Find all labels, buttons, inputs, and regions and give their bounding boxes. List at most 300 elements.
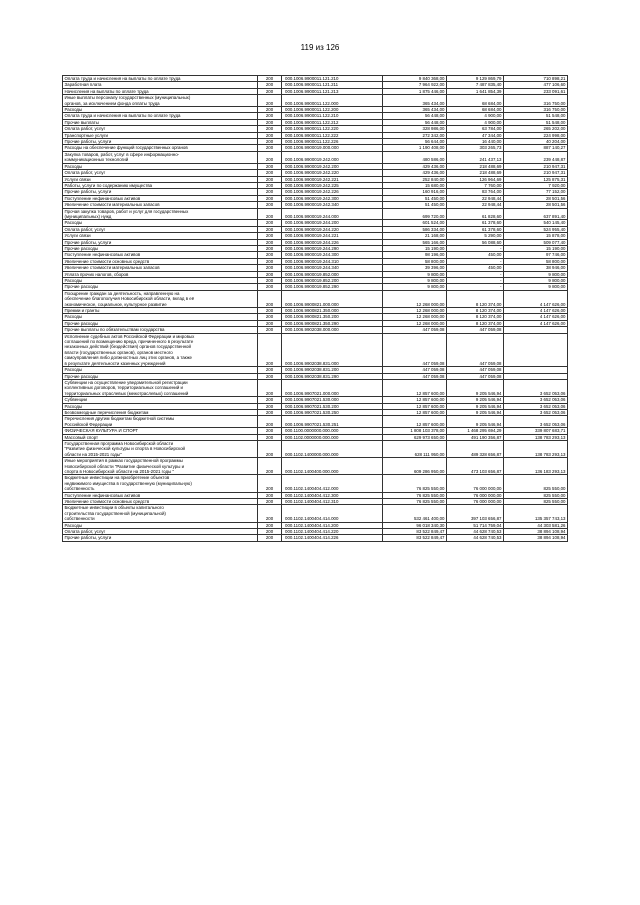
- cell-unexecuted-amount: 4 147 626,00: [504, 314, 568, 320]
- cell-line-code: 200: [258, 239, 282, 245]
- cell-unexecuted-amount: 4 147 626,00: [504, 320, 568, 326]
- cell-line-code: 200: [258, 265, 282, 271]
- cell-approved-amount: 1 808 103 378,00: [383, 428, 447, 434]
- table-row: [63, 145, 568, 151]
- cell-approved-amount: 12 857 600,00: [383, 403, 447, 409]
- cell-executed-amount: 56 088,60: [447, 239, 504, 245]
- cell-unexecuted-amount: 3 652 053,06: [504, 379, 568, 396]
- cell-approved-amount: 272 342,00: [383, 132, 447, 138]
- cell-approved-amount: 365 434,00: [383, 107, 447, 113]
- cell-executed-amount: 16 440,00: [447, 139, 504, 145]
- cell-approved-amount: 365 434,00: [383, 95, 447, 107]
- cell-approved-amount: 447 059,08: [383, 373, 447, 379]
- cell-unexecuted-amount: 9 800,00: [504, 271, 568, 277]
- cell-indicator-name: Поощрение граждан за деятельность, направленную на обеспечение благополучия Новосибирской области, вклад в её экономическое, социальное, культурное развитие: [63, 290, 258, 307]
- cell-line-code: 200: [258, 258, 282, 264]
- cell-unexecuted-amount: 316 750,00: [504, 95, 568, 107]
- table-row: [63, 113, 568, 119]
- cell-line-code: 200: [258, 119, 282, 125]
- cell-unexecuted-amount: 710 898,21: [504, 76, 568, 82]
- cell-budget-class-code: 000.1006.9900011.122.200: [282, 107, 383, 113]
- cell-budget-class-code: 000.1006.9900019.244.200: [282, 220, 383, 226]
- cell-executed-amount: 9 129 869,79: [447, 76, 504, 82]
- cell-unexecuted-amount: 7 920,00: [504, 182, 568, 188]
- cell-unexecuted-amount: 28 501,56: [504, 202, 568, 208]
- cell-executed-amount: 8 120 374,00: [447, 290, 504, 307]
- table-row: [63, 252, 568, 258]
- cell-executed-amount: 63 784,00: [447, 126, 504, 132]
- cell-indicator-name: Начисления на выплаты по оплате труда: [63, 88, 258, 94]
- cell-budget-class-code: 000.1006.9900019.242.225: [282, 182, 383, 188]
- budget-execution-table: [62, 75, 568, 542]
- table-row: [63, 492, 568, 498]
- cell-budget-class-code: 000.1006.9900019.242.221: [282, 176, 383, 182]
- cell-approved-amount: 532 461 400,00: [383, 505, 447, 522]
- table-row: [63, 535, 568, 541]
- cell-budget-class-code: 000.1006.9900821.350.000: [282, 308, 383, 314]
- cell-budget-class-code: 000.1102.1400404.414.226: [282, 535, 383, 541]
- cell-budget-class-code: 000.1006.9900011.122.226: [282, 139, 383, 145]
- cell-executed-amount: 1 641 854,39: [447, 88, 504, 94]
- cell-indicator-name: Перечисления другим бюджетам бюджетной системы Российской Федерации: [63, 416, 258, 428]
- cell-budget-class-code: 000.1006.9907021.530.250: [282, 409, 383, 415]
- cell-budget-class-code: 000.1006.9900019.852.000: [282, 271, 383, 277]
- page-number: 119 из 126: [300, 43, 340, 52]
- cell-line-code: 200: [258, 284, 282, 290]
- cell-unexecuted-amount: 3 652 053,06: [504, 416, 568, 428]
- cell-approved-amount: 56 644,00: [383, 139, 447, 145]
- cell-indicator-name: Бюджетные инвестиции на приобретение объектов недвижимого имущества в государственную (муниципальную) собственность: [63, 475, 258, 492]
- cell-indicator-name: Оплата работ, услуг: [63, 170, 258, 176]
- cell-approved-amount: 15 680,00: [383, 182, 447, 188]
- cell-indicator-name: Услуги связи: [63, 233, 258, 239]
- cell-budget-class-code: 000.1102.1400000.000.000: [282, 440, 383, 457]
- cell-line-code: 200: [258, 428, 282, 434]
- cell-budget-class-code: 000.1006.9902038.831.000: [282, 333, 383, 366]
- cell-unexecuted-amount: 51 548,00: [504, 119, 568, 125]
- cell-budget-class-code: 000.1006.9907021.530.000: [282, 397, 383, 403]
- cell-line-code: 200: [258, 367, 282, 373]
- cell-budget-class-code: 000.1100.0000000.000.000: [282, 428, 383, 434]
- cell-executed-amount: 76 000 000,00: [447, 475, 504, 492]
- cell-approved-amount: 565 166,00: [383, 239, 447, 245]
- cell-line-code: 200: [258, 529, 282, 535]
- cell-budget-class-code: 000.1006.9900011.121.211: [282, 82, 383, 88]
- cell-budget-class-code: 000.1102.1400404.414.000: [282, 505, 383, 522]
- cell-line-code: 200: [258, 492, 282, 498]
- cell-executed-amount: 241 437,13: [447, 151, 504, 163]
- cell-budget-class-code: 000.1006.9902038.831.290: [282, 373, 383, 379]
- cell-indicator-name: Прочие работы, услуги: [63, 239, 258, 245]
- table-row: [63, 208, 568, 220]
- cell-line-code: 200: [258, 475, 282, 492]
- cell-unexecuted-amount: 239 448,87: [504, 151, 568, 163]
- cell-budget-class-code: 000.1102.1400404.414.200: [282, 522, 383, 528]
- cell-approved-amount: 12 268 000,00: [383, 290, 447, 307]
- cell-budget-class-code: 000.1006.9900019.852.290: [282, 284, 383, 290]
- table-body: [63, 76, 568, 542]
- cell-line-code: 200: [258, 76, 282, 82]
- cell-indicator-name: Оплата труда и начисления на выплаты по оплате труда: [63, 76, 258, 82]
- cell-approved-amount: 58 800,00: [383, 258, 447, 264]
- cell-executed-amount: 9 205 546,94: [447, 397, 504, 403]
- cell-approved-amount: 9 800,00: [383, 284, 447, 290]
- cell-indicator-name: Прочие выплаты по обязательствам государства: [63, 327, 258, 333]
- cell-unexecuted-amount: 316 750,00: [504, 107, 568, 113]
- cell-indicator-name: Работы, услуги по содержанию имущества: [63, 182, 258, 188]
- cell-indicator-name: Заработная плата: [63, 82, 258, 88]
- cell-budget-class-code: 000.1006.9900019.242.200: [282, 163, 383, 169]
- cell-executed-amount: 22 948,44: [447, 195, 504, 201]
- cell-approved-amount: 9 800,00: [383, 278, 447, 284]
- cell-indicator-name: Расходы: [63, 107, 258, 113]
- cell-line-code: 200: [258, 416, 282, 428]
- cell-budget-class-code: 000.1006.9900019.244.220: [282, 226, 383, 232]
- cell-indicator-name: Иные мероприятия в рамках государственной программы Новосибирской области "Развитие физической культуры и спорта в Новосибирской области на 2015-2021 годы ": [63, 458, 258, 475]
- cell-indicator-name: Поступление нефинансовых активов: [63, 195, 258, 201]
- cell-unexecuted-amount: 125 875,31: [504, 176, 568, 182]
- cell-executed-amount: -: [447, 278, 504, 284]
- cell-line-code: 200: [258, 151, 282, 163]
- cell-unexecuted-amount: 540 145,40: [504, 220, 568, 226]
- cell-indicator-name: Оплата работ, услуг: [63, 226, 258, 232]
- cell-budget-class-code: 000.1006.9900821.000.000: [282, 290, 383, 307]
- cell-approved-amount: 9 840 368,00: [383, 76, 447, 82]
- cell-budget-class-code: 000.1006.9900019.242.340: [282, 202, 383, 208]
- cell-unexecuted-amount: 3 652 053,06: [504, 397, 568, 403]
- cell-indicator-name: Прочая закупка товаров, работ и услуг для государственных (муниципальных) нужд: [63, 208, 258, 220]
- cell-budget-class-code: 000.1006.9900019.244.226: [282, 239, 383, 245]
- cell-budget-class-code: 000.1006.9900019.242.220: [282, 170, 383, 176]
- table-row: [63, 416, 568, 428]
- cell-executed-amount: 7 760,00: [447, 182, 504, 188]
- table-row: [63, 409, 568, 415]
- cell-line-code: 200: [258, 233, 282, 239]
- cell-approved-amount: 447 059,08: [383, 333, 447, 366]
- cell-approved-amount: 56 448,00: [383, 113, 447, 119]
- cell-executed-amount: 450,00: [447, 252, 504, 258]
- cell-executed-amount: 61 378,60: [447, 226, 504, 232]
- cell-line-code: 200: [258, 290, 282, 307]
- cell-unexecuted-amount: 138 783 293,13: [504, 440, 568, 457]
- cell-indicator-name: Государственная программа Новосибирской области "Развитие физической культуры и спорта в Новосибирской области на 2015-2021 годы": [63, 440, 258, 457]
- cell-approved-amount: 15 190,00: [383, 245, 447, 251]
- cell-executed-amount: 489 328 656,87: [447, 440, 504, 457]
- cell-indicator-name: Премии и гранты: [63, 308, 258, 314]
- cell-line-code: 200: [258, 189, 282, 195]
- cell-unexecuted-amount: 637 891,40: [504, 208, 568, 220]
- cell-executed-amount: 76 000 000,00: [447, 492, 504, 498]
- table-row: [63, 290, 568, 307]
- cell-unexecuted-amount: 9 800,00: [504, 278, 568, 284]
- cell-indicator-name: Прочие работы, услуги: [63, 535, 258, 541]
- cell-line-code: 200: [258, 314, 282, 320]
- cell-indicator-name: Транспортные услуги: [63, 132, 258, 138]
- cell-budget-class-code: 000.1006.9900019.244.300: [282, 252, 383, 258]
- cell-executed-amount: 473 103 656,87: [447, 458, 504, 475]
- cell-executed-amount: 61 828,60: [447, 208, 504, 220]
- cell-unexecuted-amount: 138 783 293,13: [504, 434, 568, 440]
- cell-line-code: 200: [258, 113, 282, 119]
- cell-approved-amount: 12 268 000,00: [383, 314, 447, 320]
- cell-unexecuted-amount: 38 894 108,94: [504, 529, 568, 535]
- cell-indicator-name: Расходы: [63, 220, 258, 226]
- cell-unexecuted-amount: 135 357 743,13: [504, 505, 568, 522]
- cell-budget-class-code: 000.1006.9900821.350.200: [282, 314, 383, 320]
- cell-line-code: 200: [258, 252, 282, 258]
- cell-approved-amount: 628 111 950,00: [383, 440, 447, 457]
- cell-indicator-name: Расходы: [63, 367, 258, 373]
- cell-indicator-name: Прочие расходы: [63, 320, 258, 326]
- cell-executed-amount: 397 103 656,87: [447, 505, 504, 522]
- cell-line-code: 200: [258, 434, 282, 440]
- cell-unexecuted-amount: 38 946,00: [504, 265, 568, 271]
- cell-executed-amount: 22 948,44: [447, 202, 504, 208]
- cell-indicator-name: Расходы: [63, 163, 258, 169]
- cell-executed-amount: 218 488,69: [447, 170, 504, 176]
- cell-executed-amount: 8 120 374,00: [447, 314, 504, 320]
- cell-unexecuted-amount: 477 106,60: [504, 82, 568, 88]
- cell-indicator-name: Услуги связи: [63, 176, 258, 182]
- cell-unexecuted-amount: 825 550,00: [504, 475, 568, 492]
- cell-budget-class-code: 000.1102.0000000.000.000: [282, 434, 383, 440]
- table-row: [63, 265, 568, 271]
- cell-executed-amount: 68 684,00: [447, 95, 504, 107]
- cell-indicator-name: Прочие расходы: [63, 245, 258, 251]
- cell-executed-amount: 47 344,00: [447, 132, 504, 138]
- cell-unexecuted-amount: 509 077,40: [504, 239, 568, 245]
- table-row: [63, 475, 568, 492]
- cell-line-code: 200: [258, 397, 282, 403]
- cell-executed-amount: 8 120 374,00: [447, 320, 504, 326]
- cell-approved-amount: 83 522 849,47: [383, 529, 447, 535]
- cell-executed-amount: 491 190 356,87: [447, 434, 504, 440]
- cell-budget-class-code: 000.1006.9900011.121.213: [282, 88, 383, 94]
- cell-line-code: 200: [258, 403, 282, 409]
- table-row: [63, 379, 568, 396]
- cell-executed-amount: 9 205 546,94: [447, 403, 504, 409]
- cell-unexecuted-amount: 825 550,00: [504, 499, 568, 505]
- cell-budget-class-code: 000.1006.9900011.122.220: [282, 126, 383, 132]
- cell-approved-amount: 51 450,00: [383, 202, 447, 208]
- cell-line-code: 200: [258, 226, 282, 232]
- table-row: [63, 499, 568, 505]
- cell-indicator-name: Поступление нефинансовых активов: [63, 252, 258, 258]
- cell-budget-class-code: 000.1006.9900011.122.212: [282, 119, 383, 125]
- cell-indicator-name: ФИЗИЧЕСКАЯ КУЛЬТУРА И СПОРТ: [63, 428, 258, 434]
- cell-unexecuted-amount: 40 204,00: [504, 139, 568, 145]
- cell-executed-amount: 51 714 759,04: [447, 522, 504, 528]
- table-row: [63, 151, 568, 163]
- cell-line-code: 200: [258, 440, 282, 457]
- cell-approved-amount: 447 059,08: [383, 367, 447, 373]
- cell-approved-amount: 429 436,00: [383, 170, 447, 176]
- cell-approved-amount: 252 840,00: [383, 176, 447, 182]
- cell-unexecuted-amount: 15 878,00: [504, 233, 568, 239]
- table-row: [63, 182, 568, 188]
- cell-budget-class-code: 000.1006.9900011.122.000: [282, 95, 383, 107]
- table-row: [63, 195, 568, 201]
- cell-indicator-name: Прочие расходы: [63, 373, 258, 379]
- cell-approved-amount: 328 986,00: [383, 126, 447, 132]
- cell-line-code: 200: [258, 82, 282, 88]
- cell-approved-amount: 699 720,00: [383, 208, 447, 220]
- cell-budget-class-code: 000.1006.9902038.000.000: [282, 327, 383, 333]
- cell-approved-amount: 7 964 922,00: [383, 82, 447, 88]
- cell-budget-class-code: 000.1006.9900019.000.000: [282, 145, 383, 151]
- cell-approved-amount: 76 825 550,00: [383, 499, 447, 505]
- cell-line-code: 200: [258, 458, 282, 475]
- cell-indicator-name: Расходы на обеспечение функций государственных органов: [63, 145, 258, 151]
- cell-indicator-name: Закупка товаров, работ, услуг в сфере информационно- коммуникационных технологий: [63, 151, 258, 163]
- cell-approved-amount: 83 522 849,47: [383, 535, 447, 541]
- table-row: [63, 505, 568, 522]
- cell-line-code: 200: [258, 176, 282, 182]
- cell-unexecuted-amount: 51 548,00: [504, 113, 568, 119]
- cell-line-code: 200: [258, 327, 282, 333]
- cell-line-code: 200: [258, 170, 282, 176]
- cell-budget-class-code: 000.1102.1400404.412.310: [282, 499, 383, 505]
- cell-indicator-name: Бюджетные инвестиции в объекты капитального строительства государственной (муниципальной) собственности: [63, 505, 258, 522]
- cell-indicator-name: Оплата работ, услуг: [63, 126, 258, 132]
- cell-budget-class-code: 000.1102.1400400.000.000: [282, 458, 383, 475]
- cell-executed-amount: 4 900,00: [447, 113, 504, 119]
- cell-indicator-name: Оплата работ, услуг: [63, 529, 258, 535]
- cell-unexecuted-amount: 3 652 053,06: [504, 409, 568, 415]
- cell-executed-amount: 5 290,00: [447, 233, 504, 239]
- cell-budget-class-code: 000.1006.9900019.242.000: [282, 151, 383, 163]
- cell-line-code: 200: [258, 522, 282, 528]
- cell-executed-amount: 44 628 740,53: [447, 535, 504, 541]
- cell-executed-amount: 447 059,08: [447, 333, 504, 366]
- cell-approved-amount: 12 268 000,00: [383, 320, 447, 326]
- cell-approved-amount: 609 286 950,00: [383, 458, 447, 475]
- cell-unexecuted-amount: [504, 333, 568, 366]
- cell-line-code: 200: [258, 88, 282, 94]
- table-row: [63, 95, 568, 107]
- cell-line-code: 200: [258, 132, 282, 138]
- cell-unexecuted-amount: 44 303 581,26: [504, 522, 568, 528]
- cell-indicator-name: Расходы: [63, 522, 258, 528]
- cell-executed-amount: 450,00: [447, 265, 504, 271]
- cell-approved-amount: 51 450,00: [383, 195, 447, 201]
- cell-executed-amount: 61 378,60: [447, 220, 504, 226]
- table-row: [63, 88, 568, 94]
- cell-indicator-name: Исполнение судебных актов Российской Федерации и мировых соглашений по возмещению вреда, причиненного в результате незаконных действий (бездействия) органов государственной власти (государственных органов), органов местного самоуправления либо должностных лиц этих органов, а также в результате деятельности казенных учреждений: [63, 333, 258, 366]
- cell-approved-amount: 12 857 600,00: [383, 379, 447, 396]
- cell-line-code: 200: [258, 182, 282, 188]
- cell-approved-amount: 1 190 408,00: [383, 145, 447, 151]
- cell-line-code: 200: [258, 373, 282, 379]
- cell-executed-amount: 126 964,69: [447, 176, 504, 182]
- cell-budget-class-code: 000.1006.9900019.244.000: [282, 208, 383, 220]
- table-row: [63, 458, 568, 475]
- cell-executed-amount: 8 120 374,00: [447, 308, 504, 314]
- cell-indicator-name: Прочие выплаты: [63, 119, 258, 125]
- cell-executed-amount: 44 628 740,53: [447, 529, 504, 535]
- table-row: [63, 76, 568, 82]
- cell-executed-amount: 447 059,08: [447, 327, 504, 333]
- cell-line-code: 200: [258, 278, 282, 284]
- cell-unexecuted-amount: 38 894 108,94: [504, 535, 568, 541]
- cell-budget-class-code: 000.1006.9900019.244.310: [282, 258, 383, 264]
- cell-approved-amount: 9 800,00: [383, 271, 447, 277]
- cell-line-code: 200: [258, 107, 282, 113]
- cell-indicator-name: Субвенции на осуществление уведомительной регистрации коллективных договоров, территориальных соглашений и территориальных отраслевых (межотраслевых) соглашений: [63, 379, 258, 396]
- cell-indicator-name: Массовый спорт: [63, 434, 258, 440]
- cell-unexecuted-amount: 58 800,00: [504, 258, 568, 264]
- cell-executed-amount: 7 487 835,40: [447, 82, 504, 88]
- cell-executed-amount: -: [447, 245, 504, 251]
- cell-indicator-name: Увеличение стоимости материальных запасов: [63, 265, 258, 271]
- cell-unexecuted-amount: 28 501,56: [504, 195, 568, 201]
- cell-indicator-name: Уплата прочих налогов, сборов: [63, 271, 258, 277]
- cell-approved-amount: 12 268 000,00: [383, 308, 447, 314]
- cell-executed-amount: 218 488,69: [447, 163, 504, 169]
- cell-approved-amount: 56 448,00: [383, 119, 447, 125]
- cell-approved-amount: 12 857 600,00: [383, 416, 447, 428]
- cell-executed-amount: -: [447, 258, 504, 264]
- cell-approved-amount: 586 334,00: [383, 226, 447, 232]
- cell-unexecuted-amount: 4 147 626,00: [504, 290, 568, 307]
- cell-line-code: 200: [258, 202, 282, 208]
- cell-indicator-name: Прочие работы, услуги: [63, 189, 258, 195]
- cell-budget-class-code: 000.1006.9907021.000.000: [282, 379, 383, 396]
- cell-executed-amount: 447 059,08: [447, 373, 504, 379]
- cell-unexecuted-amount: 210 947,31: [504, 170, 568, 176]
- cell-indicator-name: Расходы: [63, 278, 258, 284]
- cell-indicator-name: Прочие работы, услуги: [63, 139, 258, 145]
- cell-budget-class-code: 000.1006.9900011.121.210: [282, 76, 383, 82]
- cell-indicator-name: Увеличение стоимости основных средств: [63, 499, 258, 505]
- cell-executed-amount: 303 265,73: [447, 145, 504, 151]
- table-row: [63, 440, 568, 457]
- cell-approved-amount: 12 857 600,00: [383, 409, 447, 415]
- cell-approved-amount: 629 973 650,00: [383, 434, 447, 440]
- cell-unexecuted-amount: 825 550,00: [504, 492, 568, 498]
- cell-line-code: 200: [258, 271, 282, 277]
- cell-line-code: 200: [258, 139, 282, 145]
- cell-budget-class-code: 000.1006.9900011.122.210: [282, 113, 383, 119]
- cell-line-code: 200: [258, 163, 282, 169]
- cell-line-code: 200: [258, 333, 282, 366]
- cell-unexecuted-amount: 3 652 053,06: [504, 403, 568, 409]
- cell-unexecuted-amount: 136 183 293,13: [504, 458, 568, 475]
- cell-budget-class-code: 000.1006.9900019.242.300: [282, 195, 383, 201]
- cell-unexecuted-amount: 9 800,00: [504, 284, 568, 290]
- cell-line-code: 200: [258, 95, 282, 107]
- cell-indicator-name: Прочие расходы: [63, 284, 258, 290]
- cell-budget-class-code: 000.1006.9900019.244.340: [282, 265, 383, 271]
- cell-approved-amount: 76 825 550,00: [383, 492, 447, 498]
- cell-approved-amount: 429 436,00: [383, 163, 447, 169]
- cell-line-code: 200: [258, 499, 282, 505]
- cell-indicator-name: Поступление нефинансовых активов: [63, 492, 258, 498]
- cell-approved-amount: 601 524,00: [383, 220, 447, 226]
- cell-indicator-name: Субвенции: [63, 397, 258, 403]
- cell-line-code: 200: [258, 126, 282, 132]
- cell-budget-class-code: 000.1006.9907021.530.200: [282, 403, 383, 409]
- cell-approved-amount: 76 825 550,00: [383, 475, 447, 492]
- cell-approved-amount: 447 059,08: [383, 327, 447, 333]
- cell-budget-class-code: 000.1006.9907021.530.251: [282, 416, 383, 428]
- cell-executed-amount: 9 205 546,94: [447, 416, 504, 428]
- cell-indicator-name: Оплата труда и начисления на выплаты по оплате труда: [63, 113, 258, 119]
- cell-approved-amount: 96 018 340,30: [383, 522, 447, 528]
- cell-budget-class-code: 000.1006.9900019.244.290: [282, 245, 383, 251]
- cell-executed-amount: 1 468 295 694,29: [447, 428, 504, 434]
- cell-approved-amount: 160 916,00: [383, 189, 447, 195]
